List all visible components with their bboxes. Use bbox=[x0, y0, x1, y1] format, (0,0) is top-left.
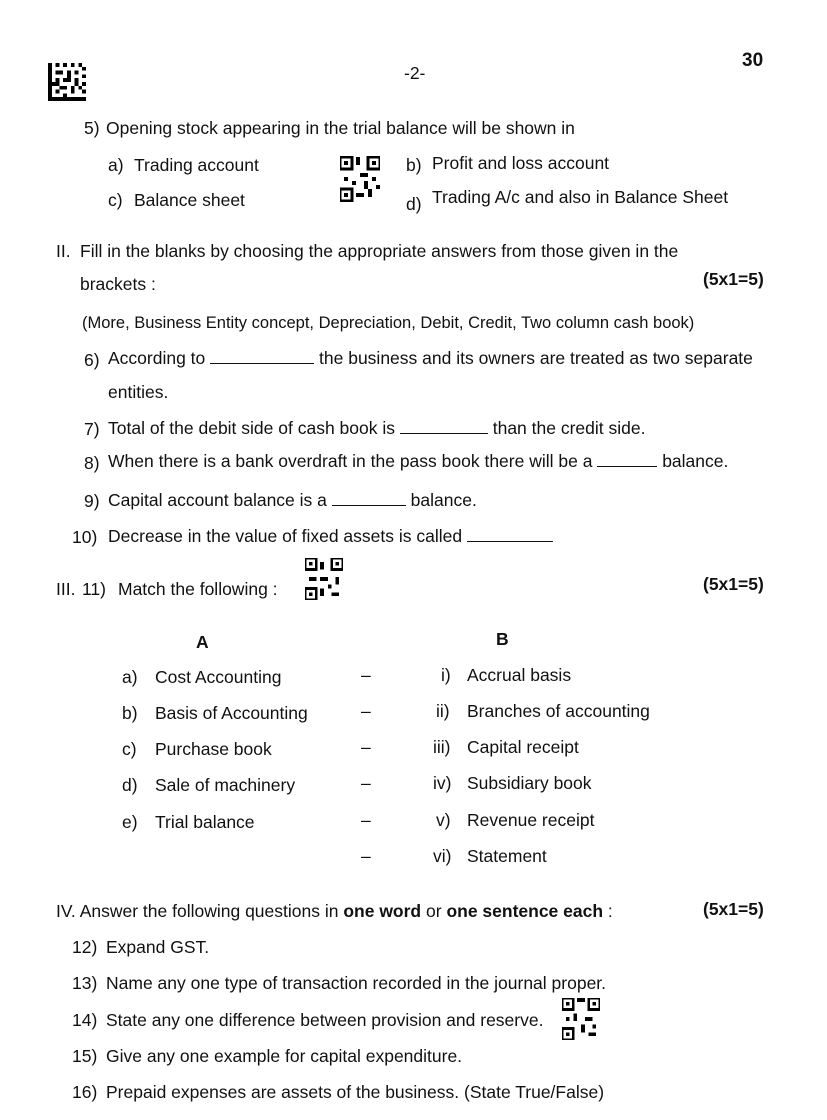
q6-text bbox=[108, 347, 753, 369]
q9-number: 9) bbox=[84, 491, 100, 511]
section-4-instruction bbox=[56, 900, 613, 922]
section-2-choices: (More, Business Entity concept, Depreciation, Debit, Credit, Two column cash book) bbox=[82, 314, 695, 332]
page-number: 30 bbox=[742, 50, 764, 71]
q7-after: than the credit side. bbox=[492, 418, 646, 438]
q9-blank[interactable] bbox=[332, 489, 406, 506]
section-4-text-b: or bbox=[426, 901, 442, 921]
q9-before: Capital account balance is a bbox=[108, 490, 327, 510]
qr-code-icon bbox=[562, 998, 600, 1045]
section-3-number: III. bbox=[56, 579, 76, 599]
match-iii-label: iii) bbox=[433, 737, 451, 757]
section-4-bold-one-word: one word bbox=[343, 901, 422, 921]
q6-number: 6) bbox=[84, 350, 100, 370]
q6-continuation: entities. bbox=[108, 382, 169, 402]
match-c-text: Purchase book bbox=[155, 739, 272, 759]
q10-blank[interactable] bbox=[467, 525, 553, 542]
q15-number: 15) bbox=[72, 1046, 98, 1066]
section-2-instruction-cont: brackets : bbox=[80, 274, 156, 294]
section-3-marks: (5x1=5) bbox=[703, 574, 764, 594]
section-4-text-a: Answer the following questions in bbox=[79, 901, 339, 921]
match-dash-6: – bbox=[361, 846, 371, 866]
match-d-text: Sale of machinery bbox=[155, 775, 296, 795]
match-b-label: b) bbox=[122, 703, 138, 723]
q5-option-a-label: a) bbox=[108, 155, 124, 175]
data-matrix-code-icon bbox=[48, 62, 86, 107]
match-iv-text: Subsidiary book bbox=[467, 773, 592, 793]
q12-text: Expand GST. bbox=[106, 937, 210, 957]
section-4-number: IV. bbox=[56, 901, 76, 921]
q5-option-d: Trading A/c and also in Balance Sheet bbox=[432, 187, 729, 207]
q8-text bbox=[108, 450, 728, 472]
q16-number: 16) bbox=[72, 1082, 98, 1102]
q6-blank[interactable] bbox=[210, 347, 314, 364]
match-c-label: c) bbox=[122, 739, 137, 759]
match-iv-label: iv) bbox=[433, 773, 452, 793]
section-2-marks: (5x1=5) bbox=[703, 269, 764, 289]
q8-after: balance. bbox=[662, 451, 729, 471]
q12-number: 12) bbox=[72, 937, 98, 957]
match-ii-text: Branches of accounting bbox=[467, 701, 650, 721]
q5-option-b: Profit and loss account bbox=[432, 153, 610, 173]
qr-code-icon bbox=[305, 558, 343, 605]
match-i-text: Accrual basis bbox=[467, 665, 572, 685]
q8-number: 8) bbox=[84, 453, 100, 473]
match-vi-text: Statement bbox=[467, 846, 547, 866]
q13-text: Name any one type of transaction recorded in the journal proper. bbox=[106, 973, 607, 993]
section-4-marks: (5x1=5) bbox=[703, 899, 764, 919]
q6-after: the business and its owners are treated as two separate bbox=[319, 348, 753, 368]
match-ii-label: ii) bbox=[436, 701, 450, 721]
q9-after: balance. bbox=[410, 490, 477, 510]
q5-text: Opening stock appearing in the trial balance will be shown in bbox=[106, 118, 575, 138]
match-vi-label: vi) bbox=[433, 846, 452, 866]
q10-text bbox=[108, 525, 553, 547]
column-a-header: A bbox=[196, 632, 209, 652]
match-d-label: d) bbox=[122, 775, 138, 795]
q13-number: 13) bbox=[72, 973, 98, 993]
q7-number: 7) bbox=[84, 419, 100, 439]
q11-number: 11) bbox=[82, 579, 106, 599]
q7-text bbox=[108, 417, 645, 439]
q6-before: According to bbox=[108, 348, 206, 368]
match-a-text: Cost Accounting bbox=[155, 667, 282, 687]
q5-option-a: Trading account bbox=[134, 155, 259, 175]
match-v-text: Revenue receipt bbox=[467, 810, 595, 830]
match-dash-3: – bbox=[361, 737, 371, 757]
q8-before: When there is a bank overdraft in the pass book there will be a bbox=[108, 451, 593, 471]
match-dash-2: – bbox=[361, 701, 371, 721]
match-dash-1: – bbox=[361, 665, 371, 685]
column-b-header: B bbox=[496, 629, 509, 649]
match-b-text: Basis of Accounting bbox=[155, 703, 308, 723]
section-2-number: II. bbox=[56, 241, 71, 261]
section-4-text-c: : bbox=[607, 901, 613, 921]
q10-before: Decrease in the value of fixed assets is called bbox=[108, 526, 463, 546]
match-v-label: v) bbox=[436, 810, 451, 830]
q7-blank[interactable] bbox=[400, 417, 488, 434]
q7-before: Total of the debit side of cash book is bbox=[108, 418, 395, 438]
match-dash-5: – bbox=[361, 810, 371, 830]
q9-text bbox=[108, 489, 477, 511]
page-marker: -2- bbox=[404, 63, 426, 83]
q14-text: State any one difference between provision and reserve. bbox=[106, 1010, 544, 1030]
q5-number: 5) bbox=[84, 118, 100, 138]
q15-text: Give any one example for capital expenditure. bbox=[106, 1046, 463, 1066]
q14-number: 14) bbox=[72, 1010, 98, 1030]
match-e-text: Trial balance bbox=[155, 812, 255, 832]
section-4-bold-one-sentence: one sentence each bbox=[446, 901, 604, 921]
q8-blank[interactable] bbox=[597, 450, 657, 467]
q5-option-b-label: b) bbox=[406, 155, 422, 175]
q5-option-c: Balance sheet bbox=[134, 190, 245, 210]
q5-option-d-label: d) bbox=[406, 194, 422, 214]
q5-option-c-label: c) bbox=[108, 190, 123, 210]
match-dash-4: – bbox=[361, 773, 371, 793]
section-2-instruction: Fill in the blanks by choosing the appropriate answers from those given in the bbox=[80, 241, 679, 261]
q10-number: 10) bbox=[72, 527, 98, 547]
match-a-label: a) bbox=[122, 667, 138, 687]
qr-code-icon bbox=[340, 156, 380, 207]
match-i-label: i) bbox=[441, 665, 451, 685]
match-iii-text: Capital receipt bbox=[467, 737, 579, 757]
match-e-label: e) bbox=[122, 812, 138, 832]
q11-text: Match the following : bbox=[118, 579, 278, 599]
q16-text: Prepaid expenses are assets of the business. (State True/False) bbox=[106, 1082, 605, 1102]
